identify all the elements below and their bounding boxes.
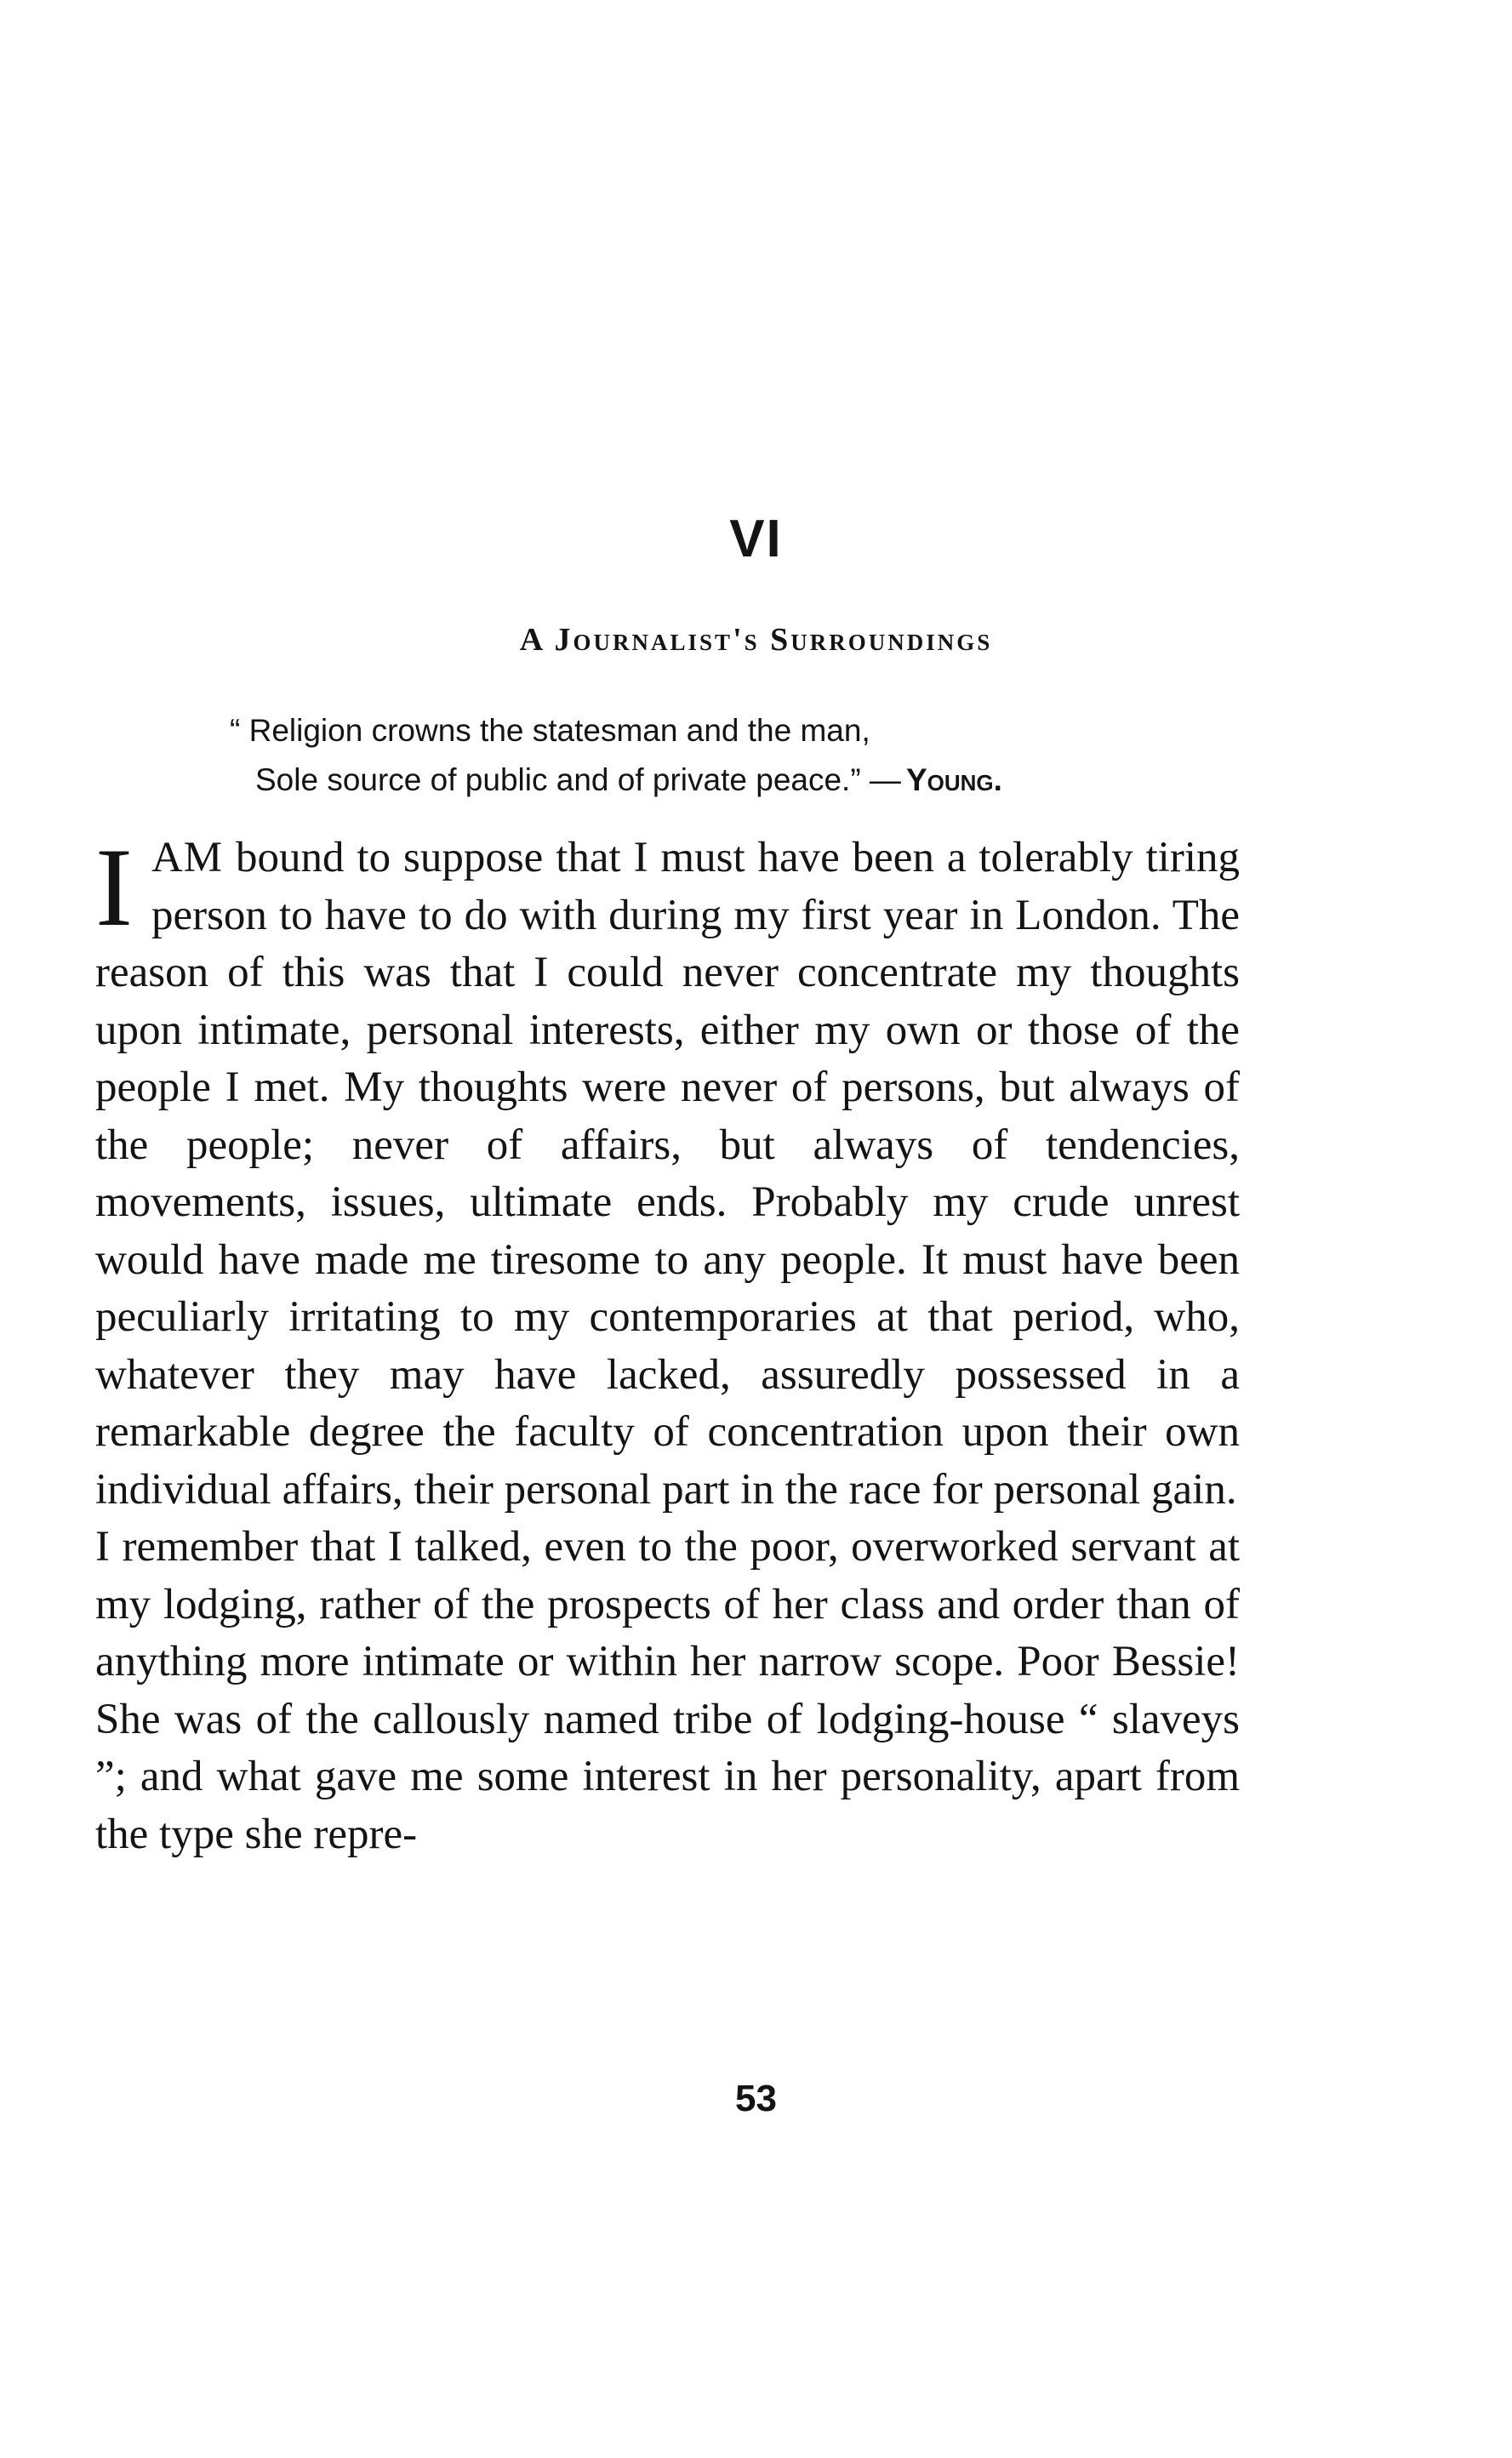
drop-cap: I xyxy=(95,824,133,950)
paragraph-1-lead: AM xyxy=(151,834,224,881)
epigraph xyxy=(230,706,1208,805)
paragraph-1 xyxy=(95,824,1240,1519)
epigraph-attribution: Young. xyxy=(905,762,1002,797)
chapter-number: VI xyxy=(729,510,783,568)
epigraph-line-2 xyxy=(230,756,1208,805)
epigraph-line-2-text: Sole source of public and of private peace.” — xyxy=(255,762,901,797)
paragraph-2: I remember that I talked, even to the poor, overworked servant at my lodging, rather of the prospects of her class and order than of anything more intimate or within her narrow scope. Poor Bessie! She was of the callously named tribe of lodging-house “ slaveys ”; and what gave me some interest in her personality, apart from the type she repre- xyxy=(95,1523,1240,1858)
chapter-title: A Journalist's Surroundings xyxy=(519,622,993,658)
paragraph-1-text: bound to suppose that I must have been a tolerably tiring person to have to do with during my first year in London. The reason of this was that I could never concentrate my thoughts upon intimate, personal interests, either my own or those of the people I met. My thoughts were never of persons, but always of the people; never of affairs, but always of tendencies, movements, issues, ultimate ends. Probably my crude unrest would have made me tiresome to any people. It must have been peculiarly irritating to my contemporaries at that period, who, whatever they may have lacked, assuredly possessed in a remarkable degree the faculty of concentration upon their own individual affairs, their personal part in the race for personal gain. xyxy=(95,834,1240,1514)
page-number: 53 xyxy=(735,2078,777,2119)
body-text xyxy=(95,824,1240,1863)
epigraph-line-1: “ Religion crowns the statesman and the man, xyxy=(230,713,870,748)
